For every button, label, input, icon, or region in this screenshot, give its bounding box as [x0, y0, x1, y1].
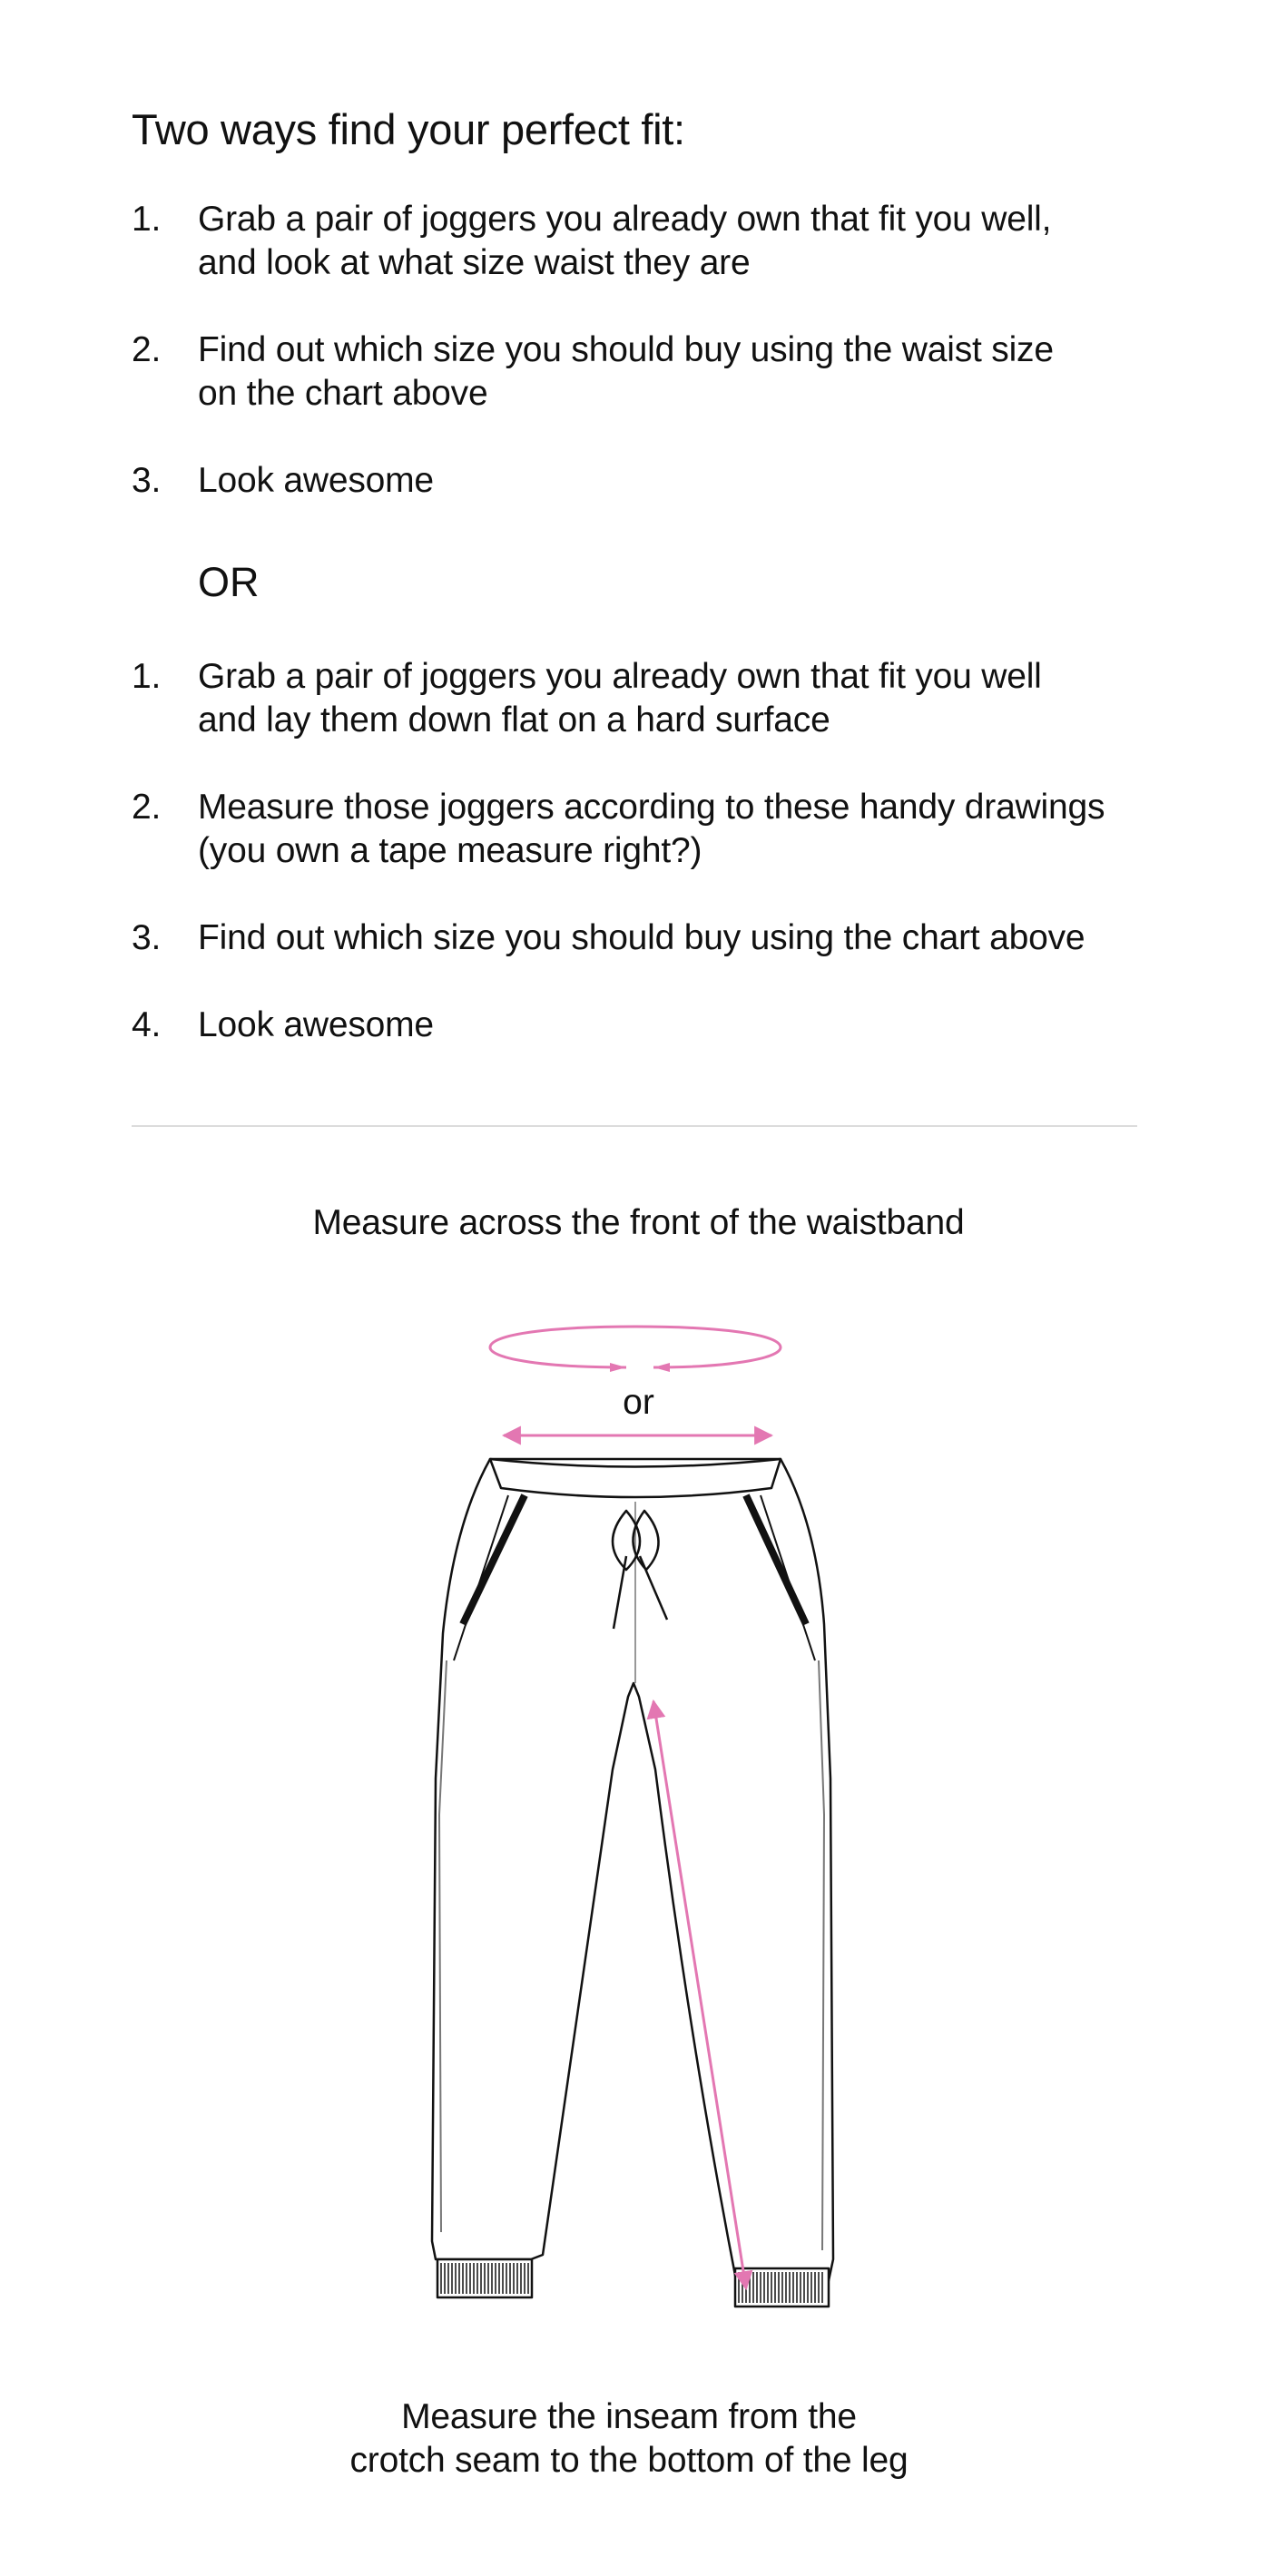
step-text-line: Grab a pair of joggers you already own that fit you well	[198, 657, 1042, 696]
inseam-caption	[0, 2395, 1258, 2483]
method-two-steps	[132, 655, 1221, 1091]
step-number: 2.	[132, 788, 162, 827]
joggers-outline-icon	[432, 1459, 833, 2307]
step-text-line: Measure those joggers according to these handy drawings	[198, 788, 1105, 827]
list-item	[132, 198, 1221, 285]
list-item	[132, 786, 1221, 873]
waist-circumference-icon	[490, 1327, 781, 1372]
list-item	[132, 1004, 1221, 1047]
page-title: Two ways find your perfect fit:	[132, 105, 685, 153]
step-text-line: and lay them down flat on a hard surface	[198, 700, 830, 739]
diagram-or-label: or	[623, 1383, 654, 1422]
step-number: 1.	[132, 657, 162, 696]
step-text-line: (you own a tape measure right?)	[198, 831, 702, 870]
method-one-steps	[132, 198, 1221, 546]
list-item	[132, 916, 1221, 960]
step-text-line: Find out which size you should buy using the waist size	[198, 330, 1054, 369]
waistband-caption: Measure across the front of the waistband	[312, 1203, 965, 1242]
step-number: 1.	[132, 200, 162, 239]
list-item	[132, 328, 1221, 416]
section-divider	[132, 1125, 1137, 1127]
step-number: 3.	[132, 461, 162, 500]
step-text-line: Look awesome	[198, 1005, 434, 1044]
step-text-line: Grab a pair of joggers you already own that fit you well,	[198, 200, 1052, 239]
step-text-line: Find out which size you should buy using the chart above	[198, 918, 1085, 957]
inseam-caption-line: crotch seam to the bottom of the leg	[349, 2441, 909, 2480]
joggers-measurement-diagram-icon	[399, 1307, 871, 2323]
step-text-line: Look awesome	[198, 461, 434, 500]
list-item	[132, 655, 1221, 742]
step-number: 2.	[132, 330, 162, 369]
list-item	[132, 459, 1221, 503]
or-separator: OR	[198, 559, 260, 605]
step-text-line: on the chart above	[198, 374, 488, 413]
step-number: 4.	[132, 1005, 162, 1044]
step-text-line: and look at what size waist they are	[198, 243, 751, 282]
inseam-caption-line: Measure the inseam from the	[401, 2397, 857, 2436]
step-number: 3.	[132, 918, 162, 957]
